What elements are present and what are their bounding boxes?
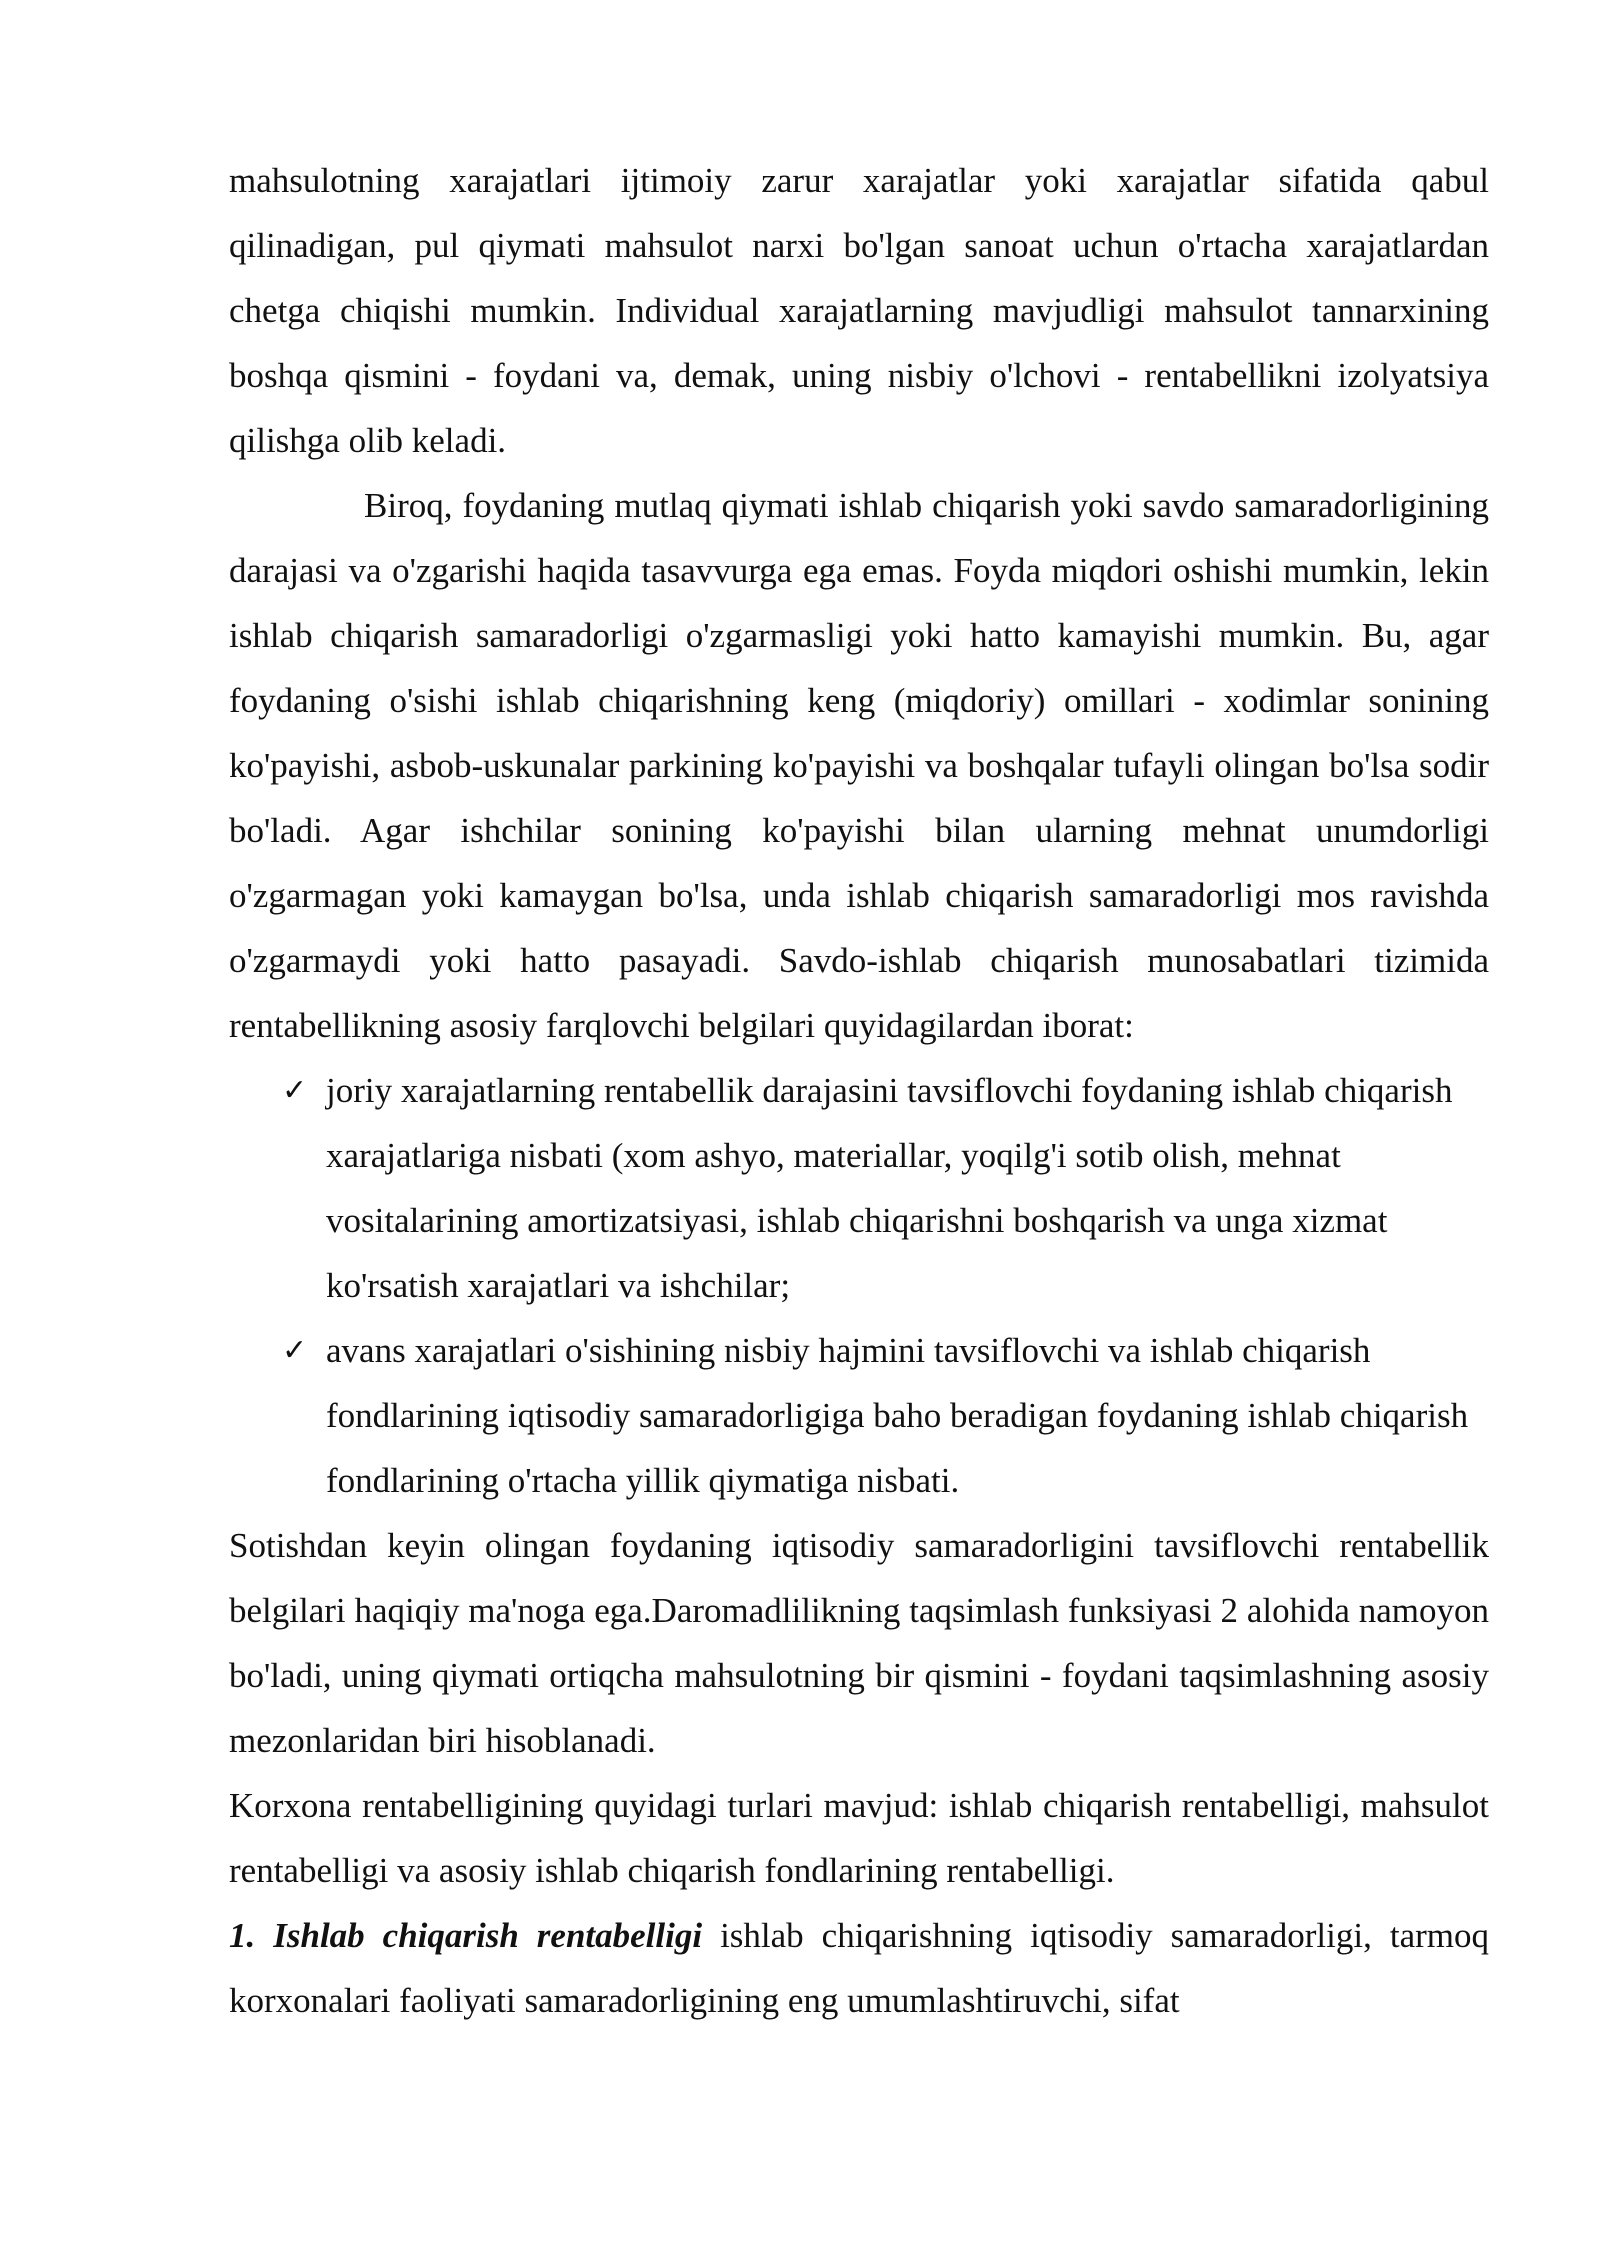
document-page (229, 148, 1489, 2033)
list-item-text: joriy xarajatlarning rentabellik darajasini tavsiflovchi foydaning ishlab chiqarish xarajatlariga nisbati (xom ashyo, materiallar, yoqilg'i sotib olish, mehnat vositalarining amortizatsiyasi, ishlab chiqarishni boshqarish va unga xizmat ko'rsatish xarajatlari va ishchilar; (326, 1071, 1453, 1305)
paragraph-4: Korxona rentabelligining quyidagi turlari mavjud: ishlab chiqarish rentabelligi, mahsulot rentabelligi va asosiy ishlab chiqarish fondlarining rentabelligi. (229, 1786, 1489, 1890)
checkmark-icon: ✓ (282, 1333, 308, 1368)
list-item-text: avans xarajatlari o'sishining nisbiy hajmini tavsiflovchi va ishlab chiqarish fondlarining iqtisodiy samaradorligiga baho beradigan foydaning ishlab chiqarish fondlarining o'rtacha yillik qiymatiga nisbati. (326, 1331, 1469, 1500)
paragraph-1: mahsulotning xarajatlari ijtimoiy zarur xarajatlar yoki xarajatlar sifatida qabul qilinadigan, pul qiymati mahsulot narxi bo'lgan sanoat uchun o'rtacha xarajatlardan chetga chiqishi mumkin. Individual xarajatlarning mavjudligi mahsulot tannarxining boshqa qismini - foydani va, demak, uning nisbiy o'lchovi - rentabellikni izolyatsiya qilishga olib keladi. (229, 161, 1489, 460)
section-heading: 1. Ishlab chiqarish rentabelligi (229, 1916, 703, 1955)
paragraph-5 (229, 1903, 1489, 2033)
list-item (229, 1318, 1489, 1513)
paragraph-2: Biroq, foydaning mutlaq qiymati ishlab chiqarish yoki savdo samaradorligining darajasi va o'zgarishi haqida tasavvurga ega emas. Foyda miqdori oshishi mumkin, lekin ishlab chiqarish samaradorligi o'zgarmasligi yoki hatto kamayishi mumkin. Bu, agar foydaning o'sishi ishlab chiqarishning keng (miqdoriy) omillari - xodimlar sonining ko'payishi, asbob-uskunalar parkining ko'payishi va boshqalar tufayli olingan bo'lsa sodir bo'ladi. Agar ishchilar sonining ko'payishi bilan ularning mehnat unumdorligi o'zgarmagan yoki kamaygan bo'lsa, unda ishlab chiqarish samaradorligi mos ravishda o'zgarmaydi yoki hatto pasayadi. Savdo-ishlab chiqarish munosabatlari tizimida rentabellikning asosiy farqlovchi belgilari quyidagilardan iborat: (229, 486, 1489, 1045)
paragraph-5-text: ishlab chiqarishning iqtisodiy samaradorligi, tarmoq korxonalari faoliyati samaradorligining eng umumlashtiruvchi, sifat (229, 1916, 1489, 2020)
bullet-list (229, 1058, 1489, 1513)
paragraph-3: Sotishdan keyin olingan foydaning iqtisodiy samaradorligini tavsiflovchi rentabellik belgilari haqiqiy ma'noga ega.Daromadlilikning taqsimlash funksiyasi 2 alohida namoyon bo'ladi, uning qiymati ortiqcha mahsulotning bir qismini - foydani taqsimlashning asosiy mezonlaridan biri hisoblanadi. (229, 1526, 1489, 1760)
checkmark-icon: ✓ (282, 1073, 308, 1108)
list-item (229, 1058, 1489, 1318)
